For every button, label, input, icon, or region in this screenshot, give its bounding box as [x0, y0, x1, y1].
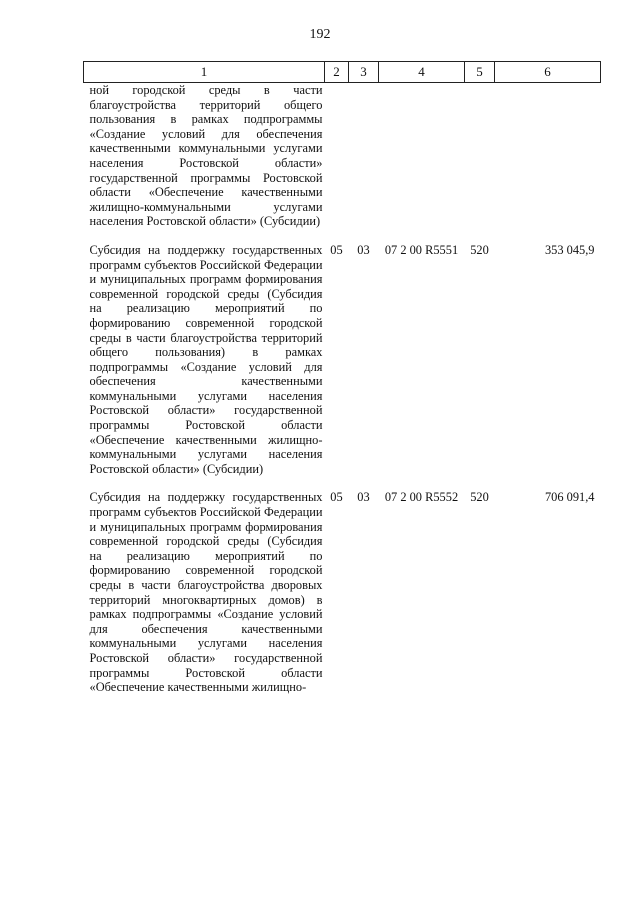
column-header-4: 4 — [379, 62, 465, 83]
row-description: Субсидия на поддержку государственных программ субъектов Российской Федерации и муниципальных программ формирования современной городской среды (Субсидия на реализацию мероприятий по формированию современной городской среды в части благоустройства дворовых территорий многоквартирных домов) в рамках подпрограммы «Создание условий для обеспечения качественными коммунальными услугами населения Ростовской области» государственной программы Ростовской области «Обеспечение качественными жилищно- — [89, 490, 323, 695]
row-spacer — [84, 476, 601, 490]
budget-table — [83, 61, 601, 695]
row-description: Субсидия на поддержку государственных программ субъектов Российской Федерации и муниципальных программ формирования современной городской среды (Субсидия на реализацию мероприятий по формированию современной городской среды в части благоустройства территорий общего пользования) в рамках подпрограммы «Создание условий для обеспечения качественными коммунальными услугами населения Ростовской области» государственной программы Ростовской области «Обеспечение качественными жилищно-коммунальными услугами населения Ростовской области» (Субсидии) — [89, 242, 323, 476]
row-section: 05 — [330, 242, 343, 257]
row-target-article: 07 2 00 R5552 — [384, 490, 459, 505]
column-header-6: 6 — [495, 62, 601, 83]
row-spacer — [84, 229, 601, 243]
row-expense-type: 520 — [470, 490, 489, 505]
row-target-article — [379, 83, 465, 229]
page-number: 192 — [309, 27, 331, 42]
row-section — [325, 83, 349, 229]
row-section: 05 — [330, 490, 343, 505]
row-target-article: 07 2 00 R5551 — [384, 242, 459, 257]
table-row — [84, 243, 601, 477]
row-subsection: 03 — [357, 490, 370, 505]
row-expense-type — [465, 83, 495, 229]
row-amount — [495, 83, 601, 229]
column-header-5: 5 — [465, 62, 495, 83]
table-row — [84, 83, 601, 229]
row-expense-type: 520 — [470, 242, 489, 257]
row-description: ной городской среды в части благоустройства территорий общего пользования в рамках подпрограммы «Создание условий для обеспечения качественными коммунальными услугами населения Ростовской области» государственной программы Ростовской области «Обеспечение качественными жилищно-коммунальными услугами населения Ростовской области» (Субсидии) — [89, 83, 323, 229]
column-header-3: 3 — [349, 62, 379, 83]
row-subsection: 03 — [357, 242, 370, 257]
column-header-1: 1 — [84, 62, 325, 83]
table-row — [84, 490, 601, 694]
column-header-2: 2 — [325, 62, 349, 83]
row-amount: 353 045,9 — [544, 242, 595, 257]
row-subsection — [349, 83, 379, 229]
row-amount: 706 091,4 — [544, 490, 595, 505]
table-header-row — [84, 62, 601, 83]
